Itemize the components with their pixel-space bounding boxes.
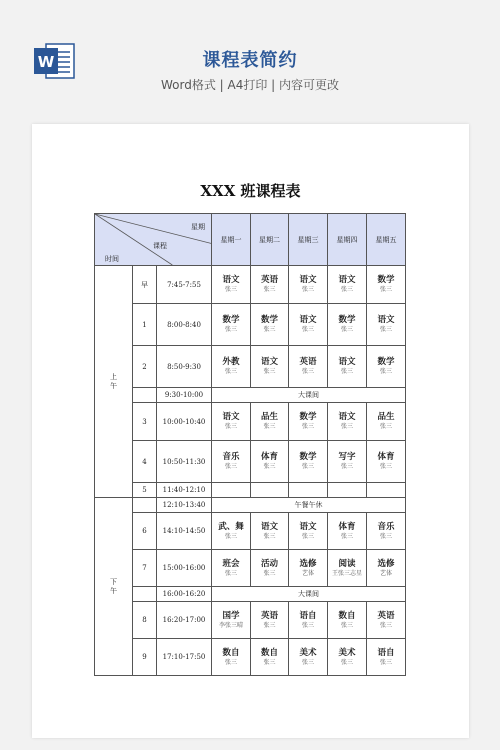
subject-name: 数学 (377, 357, 395, 367)
subject-name: 英语 (299, 357, 317, 367)
course-cell (212, 550, 251, 587)
course-cell (367, 550, 406, 587)
course-cell (328, 639, 367, 676)
course-cell (367, 304, 406, 346)
teacher-name: 张三 (263, 463, 276, 470)
subject-name: 班会 (222, 558, 240, 569)
course-cell (367, 602, 406, 639)
time-range: 17:10-17:50 (157, 639, 212, 676)
teacher-name: 张三 (380, 532, 393, 540)
day-header: 星期二 (251, 214, 289, 266)
subject-name: 语文 (299, 315, 317, 325)
teacher-name: 张三 (341, 423, 354, 430)
subject-name: 武、舞 (218, 521, 244, 532)
teacher-name: 张三 (263, 423, 276, 430)
class-row (95, 513, 406, 550)
corner-course-label: 课程 (153, 242, 167, 250)
course-cell (328, 441, 367, 483)
subject-name: 语文 (338, 357, 356, 367)
teacher-name: 张三 (380, 368, 393, 375)
subject-name: 语文 (338, 412, 356, 422)
course-cell (212, 266, 251, 304)
class-row (95, 441, 406, 483)
subject-name: 体育 (261, 452, 279, 462)
course-cell (251, 602, 289, 639)
break-label: 大课间 (212, 388, 406, 403)
course-cell (251, 403, 289, 441)
class-row (95, 639, 406, 676)
class-row (95, 602, 406, 639)
course-cell (289, 266, 328, 304)
day-header: 星期三 (289, 214, 328, 266)
document-title: XXX 班课程表 (200, 182, 301, 200)
course-cell (251, 483, 289, 498)
course-cell (212, 346, 251, 388)
teacher-name: 张三 (380, 286, 393, 293)
period-number: 4 (133, 441, 157, 483)
course-cell (367, 266, 406, 304)
course-cell (289, 602, 328, 639)
teacher-name: 张三 (341, 286, 354, 293)
subject-name: 外教 (222, 357, 240, 367)
time-range: 9:30-10:00 (157, 388, 212, 403)
period-number: 1 (133, 304, 157, 346)
subject-name: 语自 (377, 647, 395, 658)
teacher-name: 张三 (341, 326, 354, 333)
header-row (95, 214, 406, 266)
subject-name: 英语 (377, 610, 395, 621)
time-range: 11:40-12:10 (157, 483, 212, 498)
subject-name: 美术 (338, 647, 356, 658)
day-header: 星期一 (212, 214, 251, 266)
teacher-name: 张三 (263, 658, 276, 666)
teacher-name: 张三 (225, 532, 238, 540)
subject-name: 数学 (222, 315, 240, 325)
subject-name: 语文 (222, 275, 240, 285)
course-cell (367, 513, 406, 550)
subject-name: 语文 (338, 275, 356, 285)
subject-name: 选修 (377, 558, 395, 569)
teacher-name: 张三 (263, 368, 276, 375)
teacher-name: 张三 (380, 658, 393, 666)
period-number: 5 (133, 483, 157, 498)
teacher-name: 张三 (225, 658, 238, 666)
subject-name: 品生 (261, 412, 279, 422)
period-number: 7 (133, 550, 157, 587)
time-range: 14:10-14:50 (157, 513, 212, 550)
course-cell (251, 346, 289, 388)
teacher-name: 张三 (302, 463, 315, 470)
teacher-name: 张三 (263, 326, 276, 333)
break-label: 午餐午休 (212, 498, 406, 513)
teacher-name: 张三 (302, 532, 315, 540)
subject-name: 数学 (299, 412, 317, 422)
subject-name: 美术 (299, 647, 317, 658)
subject-name: 语自 (299, 610, 317, 621)
course-cell (212, 403, 251, 441)
course-cell (328, 602, 367, 639)
course-cell (212, 513, 251, 550)
teacher-name: 张三 (380, 463, 393, 470)
course-cell (289, 403, 328, 441)
class-row (95, 304, 406, 346)
subject-name: 数学 (261, 315, 279, 325)
course-cell (212, 304, 251, 346)
teacher-name: 张三 (380, 326, 393, 333)
period-number (133, 388, 157, 403)
course-cell (328, 266, 367, 304)
corner-time-label: 时间 (105, 255, 119, 263)
break-row (95, 498, 406, 513)
period-number: 早 (133, 266, 157, 304)
time-range: 12:10-13:40 (157, 498, 212, 513)
subject-name: 数自 (222, 647, 240, 658)
time-range: 15:00-16:00 (157, 550, 212, 587)
teacher-name: 张三 (225, 463, 238, 470)
subject-name: 体育 (338, 521, 356, 532)
corner-weekday-label: 星期 (191, 223, 206, 231)
teacher-name: 张三 (302, 368, 315, 375)
teacher-name: 王张三志星 (332, 569, 363, 577)
teacher-name: 张三 (263, 621, 276, 629)
teacher-name: 张三 (302, 621, 315, 629)
teacher-name: 张三 (225, 423, 238, 430)
teacher-name: 张三 (225, 286, 238, 293)
course-cell (251, 550, 289, 587)
subject-name: 数学 (338, 315, 356, 325)
course-cell (289, 513, 328, 550)
subject-name: 写字 (338, 452, 356, 462)
course-cell (212, 483, 251, 498)
subject-name: 音乐 (377, 521, 395, 532)
period-number: 9 (133, 639, 157, 676)
break-row (95, 587, 406, 602)
course-cell (212, 441, 251, 483)
period-number: 6 (133, 513, 157, 550)
subject-name: 阅读 (338, 558, 356, 569)
period-number: 8 (133, 602, 157, 639)
course-cell (251, 266, 289, 304)
teacher-name: 张三 (380, 621, 393, 629)
page-subtitle: Word格式 | A4打印 | 内容可更改 (160, 78, 340, 92)
course-cell (289, 639, 328, 676)
teacher-name: 张三 (263, 532, 276, 540)
course-cell (251, 639, 289, 676)
teacher-name: 张三 (263, 286, 276, 293)
period-number: 2 (133, 346, 157, 388)
subject-name: 国学 (222, 610, 240, 621)
course-cell (212, 639, 251, 676)
half-day-label: 下 午 (95, 498, 133, 676)
subject-name: 数学 (299, 452, 317, 462)
subject-name: 数学 (377, 275, 395, 285)
teacher-name: 艺体 (302, 569, 315, 577)
subject-name: 活动 (261, 558, 279, 569)
course-cell (367, 403, 406, 441)
time-range: 10:00-10:40 (157, 403, 212, 441)
teacher-name: 张三 (341, 463, 354, 470)
course-cell (328, 304, 367, 346)
subject-name: 体育 (377, 452, 395, 462)
subject-name: 数自 (338, 610, 356, 621)
subject-name: 数自 (261, 647, 279, 658)
teacher-name: 张三 (302, 326, 315, 333)
course-cell (328, 403, 367, 441)
teacher-name: 张三 (302, 658, 315, 666)
day-header: 星期四 (328, 214, 367, 266)
page-header (0, 0, 500, 110)
page-title: 课程表简约 (202, 50, 298, 71)
subject-name: 品生 (377, 412, 395, 422)
course-cell (367, 483, 406, 498)
time-range: 16:20-17:00 (157, 602, 212, 639)
course-cell (251, 441, 289, 483)
course-cell (328, 513, 367, 550)
teacher-name: 张三 (263, 569, 276, 577)
subject-name: 语文 (377, 315, 395, 325)
class-row (95, 266, 406, 304)
period-number (133, 498, 157, 513)
teacher-name: 李张三晴 (219, 621, 244, 629)
course-cell (289, 550, 328, 587)
period-number: 3 (133, 403, 157, 441)
course-cell (289, 441, 328, 483)
course-cell (289, 304, 328, 346)
class-row (95, 483, 406, 498)
subject-name: 语文 (261, 357, 279, 367)
svg-text:W: W (37, 53, 55, 71)
teacher-name: 张三 (225, 569, 238, 577)
course-cell (251, 513, 289, 550)
corner-cell (95, 214, 212, 266)
subject-name: 语文 (222, 412, 240, 422)
break-row (95, 388, 406, 403)
teacher-name: 张三 (302, 286, 315, 293)
course-cell (367, 639, 406, 676)
timetable (94, 213, 406, 676)
course-cell (289, 483, 328, 498)
class-row (95, 346, 406, 388)
time-range: 16:00-16:20 (157, 587, 212, 602)
teacher-name: 张三 (341, 532, 354, 540)
teacher-name: 张三 (225, 368, 238, 375)
subject-name: 选修 (299, 558, 317, 569)
teacher-name: 艺体 (380, 569, 393, 577)
teacher-name: 张三 (341, 368, 354, 375)
course-cell (367, 441, 406, 483)
subject-name: 英语 (261, 610, 279, 621)
day-header: 星期五 (367, 214, 406, 266)
subject-name: 语文 (299, 521, 317, 532)
course-cell (251, 304, 289, 346)
teacher-name: 张三 (225, 326, 238, 333)
subject-name: 英语 (261, 275, 279, 285)
teacher-name: 张三 (302, 423, 315, 430)
period-number (133, 587, 157, 602)
course-cell (212, 602, 251, 639)
time-range: 7:45-7:55 (157, 266, 212, 304)
half-day-label: 上 午 (95, 266, 133, 498)
subject-name: 语文 (261, 521, 279, 532)
break-label: 大课间 (212, 587, 406, 602)
class-row (95, 403, 406, 441)
subject-name: 语文 (299, 275, 317, 285)
course-cell (289, 346, 328, 388)
course-cell (328, 550, 367, 587)
document-page (32, 124, 469, 738)
time-range: 10:50-11:30 (157, 441, 212, 483)
class-row (95, 550, 406, 587)
subject-name: 音乐 (222, 452, 240, 462)
course-cell (328, 346, 367, 388)
teacher-name: 张三 (341, 658, 354, 666)
course-cell (367, 346, 406, 388)
time-range: 8:50-9:30 (157, 346, 212, 388)
course-cell (328, 483, 367, 498)
time-range: 8:00-8:40 (157, 304, 212, 346)
teacher-name: 张三 (380, 423, 393, 430)
teacher-name: 张三 (341, 621, 354, 629)
